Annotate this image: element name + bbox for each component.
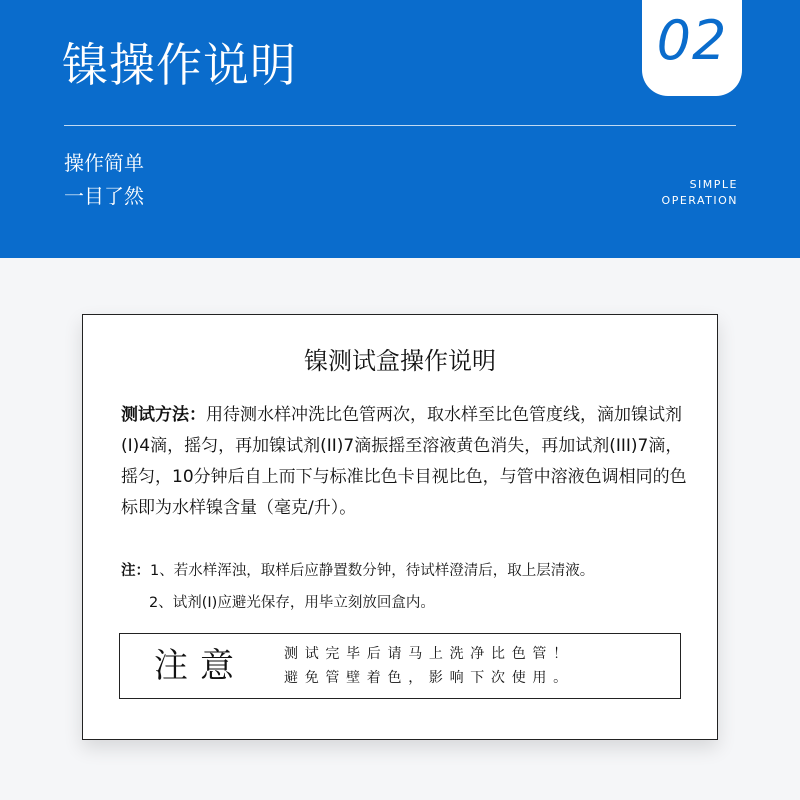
card-title: 镍测试盒操作说明 xyxy=(304,347,496,375)
english-label-line-1: SIMPLE xyxy=(689,178,738,191)
notice-box xyxy=(119,633,681,699)
subtitle-line-1: 操作简单 xyxy=(64,151,144,175)
notice-line-2: 避免管壁着色，影响下次使用。 xyxy=(284,670,574,686)
note-1-text: 1、若水样浑浊，取样后应静置数分钟，待试样澄清后，取上层清液。 xyxy=(150,563,595,579)
test-method-text: 用待测水样冲洗比色管两次，取水样至比色管度线，滴加镍试剂(I)4滴，摇匀，再加镍试剂(II)7滴振摇至溶液黄色消失，再加试剂(III)7滴，摇匀，10分钟后自上而下与标准比色卡目视比色，与管中溶液色调相同的色标即为水样镍含量（毫克/升）。 xyxy=(121,405,687,518)
header-banner xyxy=(0,0,800,258)
english-label-line-2: OPERATION xyxy=(661,194,738,207)
instruction-card xyxy=(82,314,718,740)
note-label: 注： xyxy=(121,563,150,579)
subtitle-line-2: 一目了然 xyxy=(64,184,144,208)
test-method-paragraph xyxy=(121,400,687,524)
section-number-badge xyxy=(642,0,742,96)
note-item-1 xyxy=(121,563,691,580)
notice-line-1: 测试完毕后请马上洗净比色管！ xyxy=(284,646,574,662)
section-number: 02 xyxy=(656,9,728,72)
header-divider xyxy=(64,125,736,126)
note-item-2: 2、试剂(I)应避光保存，用毕立刻放回盒内。 xyxy=(149,595,435,611)
notice-label: 注意 xyxy=(154,646,246,686)
test-method-label: 测试方法： xyxy=(121,405,206,425)
page-title: 镍操作说明 xyxy=(62,38,297,92)
